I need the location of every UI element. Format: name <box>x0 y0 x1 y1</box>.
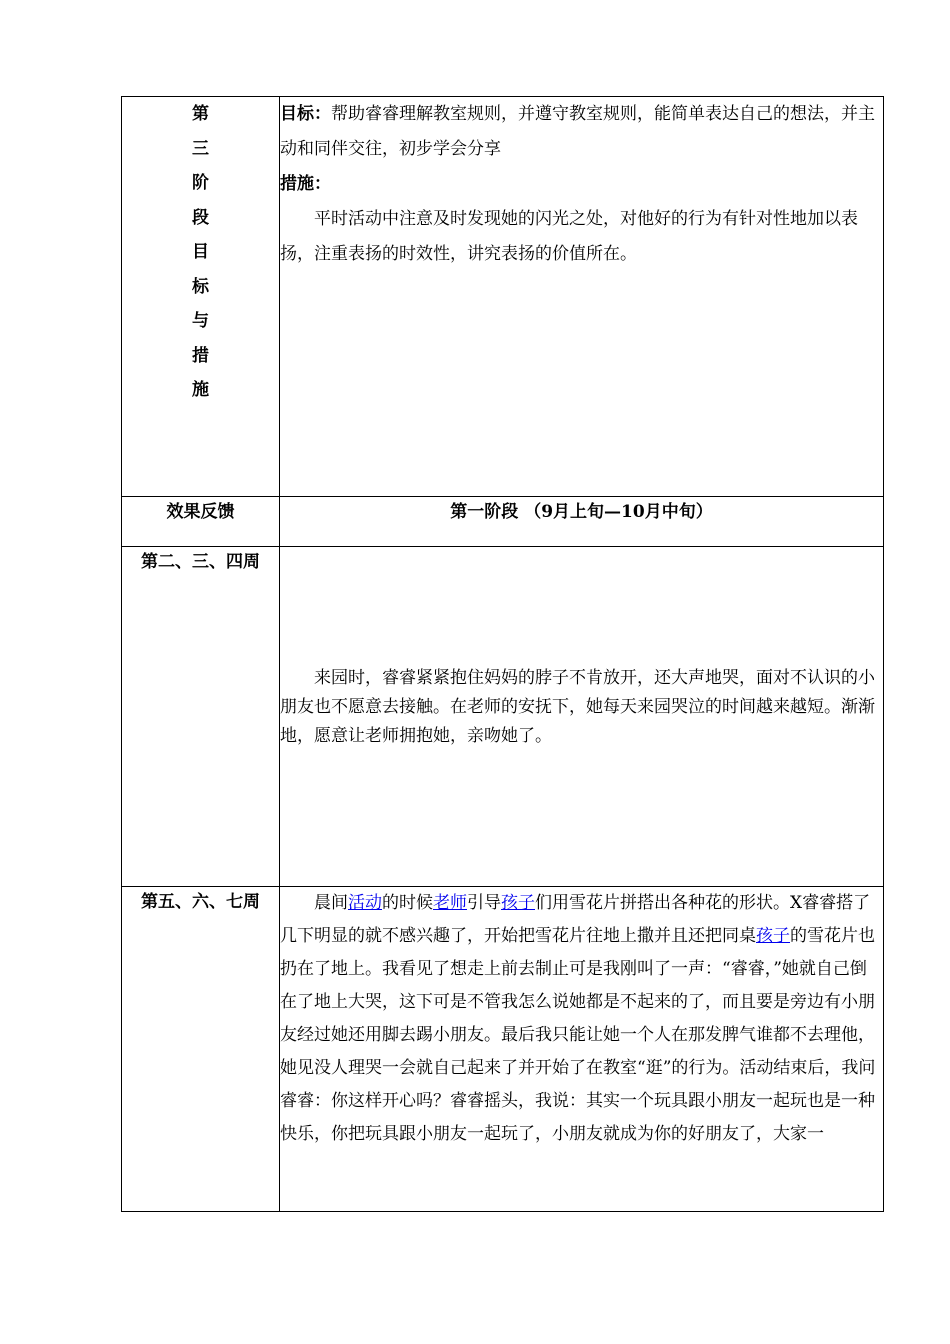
weeks-5-7-row <box>122 887 884 1212</box>
stage3-label-char: 标 <box>192 276 209 297</box>
text-segment: 的时候 <box>382 893 433 913</box>
text-segment: 引导 <box>467 893 501 913</box>
weeks-5-7-label: 第五、六、七周 <box>122 887 280 1212</box>
stage3-label-char: 施 <box>192 380 209 400</box>
stage3-label <box>122 97 280 497</box>
weeks-2-4-content <box>280 547 884 887</box>
goal-label: 目标： <box>280 104 331 124</box>
text-segment: 们用雪花片拼搭出各种花的形状。X睿睿搭了几下明显的就不感兴趣了，开始把雪花片往地上撒并且还把同桌 <box>280 893 871 946</box>
weeks-2-4-text: 来园时，睿睿紧紧抱住妈妈的脖子不肯放开，还大声地哭，面对不认识的小朋友也不愿意去接触。在老师的安抚下，她每天来园哭泣的时间越来越短。渐渐地，愿意让老师拥抱她，亲吻她了。 <box>280 668 875 746</box>
weeks-2-4-label: 第二、三、四周 <box>122 547 280 887</box>
phase-title: 第一阶段 （9月上旬—10月中旬） <box>280 497 884 547</box>
child-link[interactable]: 孩子 <box>501 893 535 913</box>
child-link-2[interactable]: 孩子 <box>756 926 790 946</box>
teacher-link[interactable]: 老师 <box>433 893 467 913</box>
feedback-row <box>122 497 884 547</box>
goal-text: 帮助睿睿理解教室规则，并遵守教室规则，能简单表达自己的想法，并主动和同伴交往，初步学会分享 <box>280 104 875 159</box>
text-segment: 的雪花片也扔在了地上。我看见了想走上前去制止可是我刚叫了一声：“睿睿，”她就自己倒在了地上大哭，这下可是不管我怎么说她都是不起来的了，而且要是旁边有小朋友经过她还用脚去踢小朋友。最后我只能让她一个人在那发脾气谁都不去理他，她见没人理哭一会就自己起来了并开始了在教室“逛”的行为。活动结束后，我问睿睿：你这样开心吗？睿睿摇头，我说：其实一个玩具跟小朋友一起玩也是一种快乐，你把玩具跟小朋友一起玩了，小朋友就成为你的好朋友了，大家一 <box>280 926 876 1144</box>
feedback-label: 效果反馈 <box>122 497 280 547</box>
stage3-label-char: 措 <box>192 345 209 366</box>
plan-table <box>121 96 884 1212</box>
weeks-2-4-row <box>122 547 884 887</box>
measures-label: 措施： <box>280 174 331 194</box>
text-segment: 晨间 <box>314 893 348 913</box>
stage3-row <box>122 97 884 497</box>
goal-paragraph <box>280 97 883 167</box>
stage3-label-char: 第 <box>192 104 209 124</box>
stage3-label-char: 三 <box>192 138 209 159</box>
activity-link[interactable]: 活动 <box>348 893 382 913</box>
weeks-5-7-text <box>280 887 883 1151</box>
stage3-label-char: 目 <box>192 242 209 262</box>
measures-text: 平时活动中注意及时发现她的闪光之处，对他好的行为有针对性地加以表扬，注重表扬的时效性，讲究表扬的价值所在。 <box>280 209 858 264</box>
stage3-label-char: 段 <box>192 207 209 228</box>
stage3-label-char: 与 <box>192 311 209 331</box>
weeks-5-7-content <box>280 887 884 1212</box>
stage3-label-char: 阶 <box>192 173 209 193</box>
stage3-content <box>280 97 884 497</box>
